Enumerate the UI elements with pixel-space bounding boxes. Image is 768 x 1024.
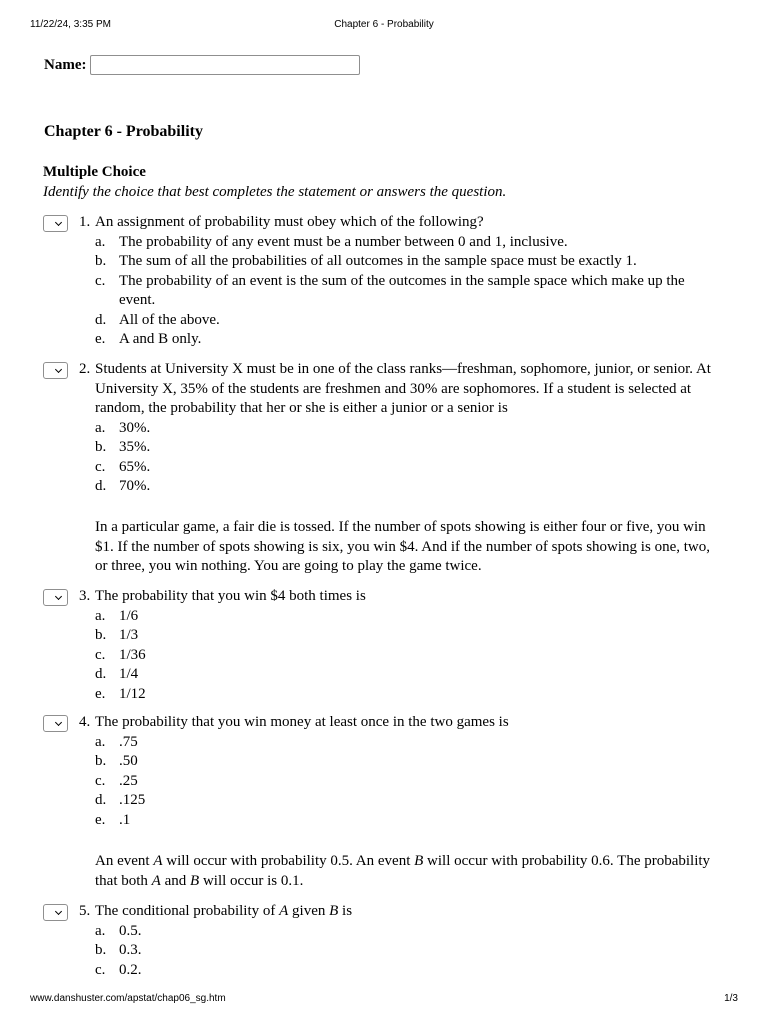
choice-letter: b. [95, 753, 107, 769]
variable-b: B [414, 853, 424, 869]
choice-item [43, 811, 723, 831]
choice-text: 1/36 [119, 646, 146, 663]
scenario-part: An event [95, 853, 154, 869]
choice-text: 35%. [119, 439, 151, 455]
choice-letter: e. [95, 811, 106, 828]
choice-item [43, 941, 723, 961]
choice-letter: d. [95, 311, 107, 328]
choice-item [43, 646, 723, 666]
variable-b: B [190, 872, 200, 889]
choice-text: .50 [119, 753, 138, 769]
choice-text: The sum of all the probabilities of all outcomes in the sample space must be exactly 1. [119, 253, 637, 269]
stem-part: The conditional probability of [95, 903, 280, 919]
choice-item [43, 791, 723, 811]
question-number: 4. [79, 714, 91, 730]
choice-item [43, 419, 723, 439]
choice-item [43, 311, 723, 331]
choice-letter: c. [95, 772, 106, 789]
question-stem [95, 902, 723, 922]
choice-text: 1/12 [119, 685, 146, 702]
choice-list [43, 922, 723, 981]
answer-select-2[interactable] [43, 362, 68, 379]
answer-select-5[interactable] [43, 904, 68, 921]
choice-text: 0.5. [119, 922, 142, 939]
question-5 [43, 902, 723, 980]
choice-item [43, 272, 723, 311]
stem-part: given [288, 903, 330, 919]
choice-letter: b. [95, 942, 107, 958]
choice-letter: c. [95, 646, 106, 663]
answer-select-3[interactable] [43, 589, 68, 606]
question-stem: The probability that you win money at least once in the two games is [95, 714, 509, 730]
choice-item [43, 252, 723, 272]
choice-text: .25 [119, 772, 138, 789]
choice-text: A and B only. [119, 331, 202, 347]
section-title: Multiple Choice [43, 164, 146, 180]
choice-item [43, 752, 723, 772]
choice-item [43, 772, 723, 792]
choice-letter: d. [95, 792, 107, 808]
question-stem: An assignment of probability must obey which of the following? [95, 214, 484, 230]
scenario-part: will occur is 0.1. [199, 872, 304, 889]
print-url: www.danshuster.com/apstat/chap06_sg.htm [30, 993, 226, 1004]
choice-text: .1 [119, 811, 131, 828]
question-stem: The probability that you win $4 both times is [95, 588, 366, 604]
question-number: 5. [79, 903, 91, 919]
choice-text: The probability of any event must be a number between 0 and 1, inclusive. [119, 233, 568, 250]
question-3 [43, 587, 723, 704]
scenario-part: and [160, 872, 191, 889]
choice-text: The probability of an event is the sum of the outcomes in the sample space which make up the event. [119, 272, 685, 308]
choice-text: 70%. [119, 478, 151, 494]
choice-item [43, 961, 723, 981]
scenario-text [95, 852, 723, 891]
choice-item [43, 477, 723, 497]
choice-text: 0.2. [119, 961, 142, 978]
print-page-number: 1/3 [724, 993, 738, 1004]
variable-b: B [329, 903, 339, 919]
choice-list [43, 233, 723, 350]
choice-letter: a. [95, 419, 106, 436]
question-number: 3. [79, 588, 91, 604]
choice-letter: b. [95, 439, 107, 455]
choice-list [43, 419, 723, 497]
name-input[interactable] [90, 55, 360, 75]
choice-letter: a. [95, 233, 106, 250]
choice-item [43, 922, 723, 942]
name-label: Name: [44, 56, 87, 73]
choice-list [43, 733, 723, 831]
print-header [30, 19, 738, 33]
question-number: 1. [79, 214, 91, 230]
choice-item [43, 685, 723, 705]
choice-letter: d. [95, 666, 107, 682]
choice-text: 65%. [119, 458, 151, 475]
choice-item [43, 330, 723, 350]
choice-letter: c. [95, 458, 106, 475]
scenario-text: In a particular game, a fair die is tossed. If the number of spots showing is either four or five, you win $1. If the number of spots showing is six, you win $4. And if the number of spots showing is one, two, or three, you win nothing. You are going to play the game twice. [95, 519, 710, 574]
scenario-part: will occur with probability 0.5. An event [162, 853, 415, 869]
choice-letter: e. [95, 685, 106, 702]
choice-text: 30%. [119, 419, 151, 436]
choice-item [43, 438, 723, 458]
choice-text: All of the above. [119, 311, 220, 328]
choice-text: .75 [119, 733, 138, 750]
choice-item [43, 233, 723, 253]
variable-a: A [153, 853, 163, 869]
choice-item [43, 458, 723, 478]
choice-item [43, 626, 723, 646]
chapter-title: Chapter 6 - Probability [44, 123, 203, 140]
stem-part: is [338, 903, 353, 919]
choice-letter: a. [95, 733, 106, 750]
choice-letter: a. [95, 607, 106, 624]
scenario-part: will occur with probability 0.6. The probability that both [95, 853, 711, 889]
answer-select-4[interactable] [43, 715, 68, 732]
choice-letter: b. [95, 253, 107, 269]
choice-item [43, 607, 723, 627]
print-footer [30, 993, 738, 1007]
choice-text: 1/3 [119, 627, 139, 643]
name-row [44, 55, 360, 75]
question-4 [43, 713, 723, 830]
choice-text: .125 [119, 792, 146, 808]
choice-letter: a. [95, 922, 106, 939]
answer-select-1[interactable] [43, 215, 68, 232]
choice-item [43, 733, 723, 753]
choice-letter: c. [95, 961, 106, 978]
print-title: Chapter 6 - Probability [334, 19, 434, 30]
variable-a: A [279, 903, 289, 919]
choice-letter: d. [95, 478, 107, 494]
choice-letter: e. [95, 331, 106, 347]
question-stem: Students at University X must be in one of the class ranks—freshman, sophomore, junior, or senior. At University X, 35% of the students are freshmen and 30% are sophomores. If a student is selected at random, the probability that her or she is either a junior or a senior is [95, 361, 711, 416]
choice-list [43, 607, 723, 705]
choice-item [43, 665, 723, 685]
choice-letter: c. [95, 272, 106, 289]
choice-text: 0.3. [119, 942, 142, 958]
choice-text: 1/4 [119, 666, 139, 682]
variable-a: A [151, 872, 161, 889]
section-instructions: Identify the choice that best completes the statement or answers the question. [43, 184, 507, 200]
choice-letter: b. [95, 627, 107, 643]
question-2 [43, 360, 723, 497]
question-1 [43, 213, 723, 350]
print-datetime: 11/22/24, 3:35 PM [30, 19, 111, 30]
question-number: 2. [79, 361, 91, 377]
choice-text: 1/6 [119, 607, 139, 624]
